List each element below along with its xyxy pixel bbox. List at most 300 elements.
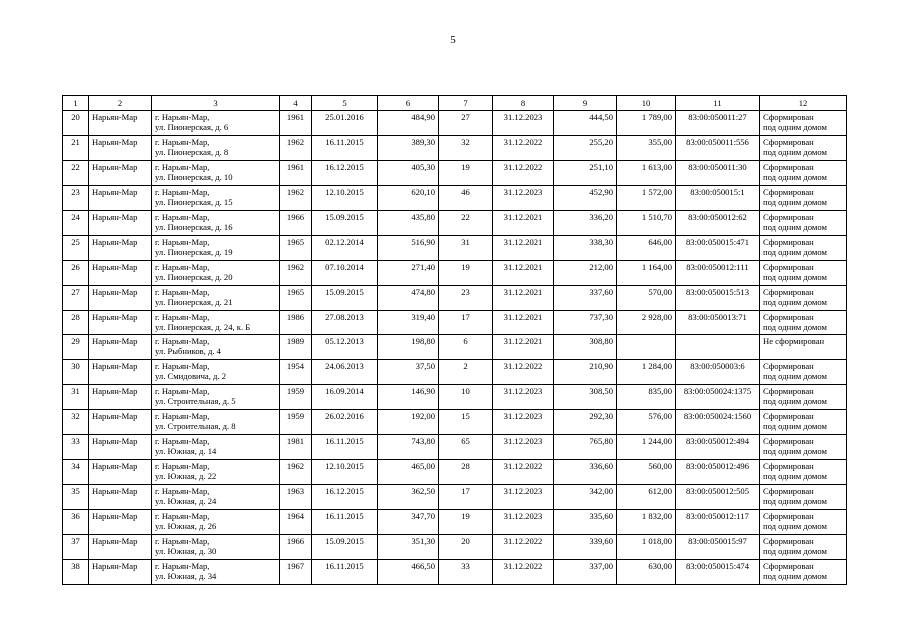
area-line-1: 620,10 bbox=[411, 186, 435, 197]
area-line-1: 516,90 bbox=[411, 236, 435, 247]
cadastral-number-line-1: 83:00:050013:71 bbox=[688, 311, 747, 322]
cell-land-status bbox=[760, 310, 847, 335]
page-number: 5 bbox=[450, 34, 456, 46]
cadastral-number-line-1: 83:00:050012:62 bbox=[688, 211, 747, 222]
build-year-line-1: 1963 bbox=[286, 486, 305, 497]
cell-area bbox=[378, 135, 439, 160]
cell-row-number bbox=[63, 335, 89, 360]
cell-living-area bbox=[554, 135, 617, 160]
cell-address bbox=[152, 385, 280, 410]
cell-survey-date bbox=[312, 335, 378, 360]
address-line-2: ул. Пионерская, д. 10 bbox=[155, 171, 233, 182]
cell-living-area bbox=[554, 185, 617, 210]
address-line-2: ул. Пионерская, д. 21 bbox=[155, 296, 233, 307]
build-year-line-1: 1966 bbox=[286, 535, 305, 546]
land-area-line-1: 1 244,00 bbox=[641, 436, 672, 447]
cadastral-number-line-1: 83:00:050012:117 bbox=[686, 511, 749, 521]
cell-build-year bbox=[280, 185, 312, 210]
cell-land-area bbox=[617, 385, 676, 410]
cell-area bbox=[378, 335, 439, 360]
cell-build-year bbox=[280, 559, 312, 584]
address-line-1: г. Нарьян-Мар, bbox=[155, 411, 210, 422]
cell-settlement bbox=[89, 559, 152, 584]
cell-living-area bbox=[554, 160, 617, 185]
survey-date-line-1: 16.11.2015 bbox=[325, 560, 364, 571]
settlement-line-1: Нарьян-Мар bbox=[92, 136, 138, 147]
cell-build-year bbox=[280, 285, 312, 310]
cell-build-year bbox=[280, 335, 312, 360]
cell-survey-date bbox=[312, 285, 378, 310]
living-area-line-1: 765,80 bbox=[589, 436, 613, 447]
cell-resettlement-deadline bbox=[493, 335, 554, 360]
cell-cadastral-number bbox=[676, 360, 760, 385]
resettlement-deadline-line-1: 31.12.2021 bbox=[503, 211, 543, 222]
land-area-line-1: 835,00 bbox=[648, 386, 672, 397]
cell-settlement bbox=[89, 460, 152, 485]
address-line-2: ул. Пионерская, д. 8 bbox=[155, 146, 229, 157]
row-number-line-1: 21 bbox=[71, 136, 80, 147]
cell-residents bbox=[439, 210, 493, 235]
living-area-line-1: 292,30 bbox=[589, 411, 613, 422]
cell-address bbox=[152, 410, 280, 435]
table-row bbox=[63, 559, 847, 584]
cell-area bbox=[378, 310, 439, 335]
address-line-1: г. Нарьян-Мар, bbox=[155, 286, 210, 297]
address-line-1: г. Нарьян-Мар, bbox=[155, 311, 210, 322]
row-number-line-1: 34 bbox=[71, 461, 80, 472]
cell-row-number bbox=[63, 135, 89, 160]
land-area-line-1: 646,00 bbox=[648, 236, 672, 247]
resettlement-deadline-line-1: 31.12.2022 bbox=[503, 361, 543, 372]
cell-land-status bbox=[760, 435, 847, 460]
cell-living-area bbox=[554, 410, 617, 435]
cell-survey-date bbox=[312, 435, 378, 460]
cell-residents bbox=[439, 385, 493, 410]
residents-line-1: 15 bbox=[461, 411, 470, 422]
cell-settlement bbox=[89, 111, 152, 136]
cell-address bbox=[152, 285, 280, 310]
build-year-line-1: 1966 bbox=[286, 211, 305, 222]
cell-settlement bbox=[89, 135, 152, 160]
area-line-1: 484,90 bbox=[411, 112, 435, 122]
cell-address bbox=[152, 335, 280, 360]
cadastral-number-line-1: 83:00:050012:496 bbox=[685, 461, 750, 472]
land-area-line-1: 1 789,00 bbox=[641, 112, 672, 122]
address-line-2: ул. Смидовича, д. 2 bbox=[155, 371, 226, 382]
cell-land-area bbox=[617, 360, 676, 385]
address-line-1: г. Нарьян-Мар, bbox=[155, 136, 210, 147]
cell-survey-date bbox=[312, 160, 378, 185]
settlement-line-1: Нарьян-Мар bbox=[92, 361, 138, 372]
cadastral-number-line-1: 83:00:050024:1375 bbox=[683, 386, 752, 397]
settlement-line-1: Нарьян-Мар bbox=[92, 560, 138, 571]
build-year-line-1: 1962 bbox=[286, 261, 305, 272]
survey-date-line-1: 25.01.2016 bbox=[325, 112, 364, 122]
land-status-line-2: под одним домом bbox=[763, 296, 827, 307]
cadastral-number-line-1: 83:00:050011:30 bbox=[688, 161, 747, 172]
row-number-line-1: 25 bbox=[71, 236, 80, 247]
cell-address bbox=[152, 460, 280, 485]
address-line-2: ул. Южная, д. 14 bbox=[155, 446, 217, 457]
cell-residents bbox=[439, 410, 493, 435]
land-status-line-2: под одним домом bbox=[763, 122, 827, 132]
cell-area bbox=[378, 559, 439, 584]
table-row bbox=[63, 485, 847, 510]
area-line-1: 192,00 bbox=[411, 411, 435, 422]
address-line-1: г. Нарьян-Мар, bbox=[155, 361, 210, 372]
resettlement-deadline-line-1: 31.12.2023 bbox=[503, 386, 543, 397]
land-status-line-2: под одним домом bbox=[763, 446, 827, 457]
cell-settlement bbox=[89, 185, 152, 210]
area-line-1: 389,30 bbox=[411, 136, 435, 147]
address-line-1: г. Нарьян-Мар, bbox=[155, 436, 210, 447]
cell-settlement bbox=[89, 235, 152, 260]
land-status-line-2: под одним домом bbox=[763, 496, 827, 507]
survey-date-line-1: 24.06.2013 bbox=[325, 361, 364, 372]
cell-land-area bbox=[617, 435, 676, 460]
build-year-line-1: 1981 bbox=[286, 436, 305, 447]
build-year-line-1: 1989 bbox=[286, 336, 305, 347]
cell-residents bbox=[439, 235, 493, 260]
address-line-2: ул. Южная, д. 34 bbox=[155, 570, 217, 581]
area-line-1: 435,80 bbox=[411, 211, 435, 222]
cell-land-status bbox=[760, 160, 847, 185]
resettlement-deadline-line-1: 31.12.2022 bbox=[503, 136, 543, 147]
cell-living-area bbox=[554, 285, 617, 310]
cell-cadastral-number bbox=[676, 260, 760, 285]
column-header-8: 8 bbox=[493, 96, 554, 111]
cell-row-number bbox=[63, 185, 89, 210]
address-line-1: г. Нарьян-Мар, bbox=[155, 112, 210, 122]
land-status-line-2: под одним домом bbox=[763, 246, 827, 257]
resettlement-deadline-line-1: 31.12.2021 bbox=[503, 311, 543, 322]
cell-settlement bbox=[89, 534, 152, 559]
table-row bbox=[63, 160, 847, 185]
cell-survey-date bbox=[312, 310, 378, 335]
cell-resettlement-deadline bbox=[493, 435, 554, 460]
table-row bbox=[63, 460, 847, 485]
resettlement-deadline-line-1: 31.12.2023 bbox=[503, 436, 543, 447]
resettlement-deadline-line-1: 31.12.2023 bbox=[503, 112, 543, 122]
address-line-2: ул. Южная, д. 30 bbox=[155, 545, 217, 556]
cell-residents bbox=[439, 285, 493, 310]
cell-land-status bbox=[760, 460, 847, 485]
cell-residents bbox=[439, 335, 493, 360]
cell-land-area bbox=[617, 335, 676, 360]
row-number-line-1: 35 bbox=[71, 486, 80, 497]
table-row bbox=[63, 410, 847, 435]
cell-area bbox=[378, 534, 439, 559]
cell-address bbox=[152, 510, 280, 535]
land-area-line-1: 630,00 bbox=[648, 560, 672, 571]
build-year-line-1: 1986 bbox=[286, 311, 305, 322]
cell-land-area bbox=[617, 534, 676, 559]
cell-resettlement-deadline bbox=[493, 135, 554, 160]
cell-survey-date bbox=[312, 111, 378, 136]
cell-cadastral-number bbox=[676, 460, 760, 485]
column-header-12: 12 bbox=[760, 96, 847, 111]
land-status-line-2: под одним домом bbox=[763, 545, 827, 556]
cell-cadastral-number bbox=[676, 485, 760, 510]
cell-survey-date bbox=[312, 260, 378, 285]
cell-cadastral-number bbox=[676, 534, 760, 559]
settlement-line-1: Нарьян-Мар bbox=[92, 411, 138, 422]
land-status-line-2: под одним домом bbox=[763, 396, 827, 407]
cell-settlement bbox=[89, 435, 152, 460]
cell-land-area bbox=[617, 235, 676, 260]
row-number-line-1: 28 bbox=[71, 311, 80, 322]
cell-cadastral-number bbox=[676, 335, 760, 360]
build-year-line-1: 1959 bbox=[286, 386, 305, 397]
resettlement-deadline-line-1: 31.12.2023 bbox=[503, 511, 543, 521]
residents-line-1: 31 bbox=[461, 236, 470, 247]
settlement-line-1: Нарьян-Мар bbox=[92, 436, 138, 447]
cell-build-year bbox=[280, 235, 312, 260]
cell-survey-date bbox=[312, 210, 378, 235]
settlement-line-1: Нарьян-Мар bbox=[92, 112, 138, 122]
build-year-line-1: 1967 bbox=[286, 560, 305, 571]
resettlement-deadline-line-1: 31.12.2022 bbox=[503, 560, 543, 571]
address-line-1: г. Нарьян-Мар, bbox=[155, 236, 210, 247]
living-area-line-1: 212,00 bbox=[589, 261, 613, 272]
survey-date-line-1: 16.09.2014 bbox=[325, 386, 364, 397]
table-row bbox=[63, 435, 847, 460]
settlement-line-1: Нарьян-Мар bbox=[92, 286, 138, 297]
residents-line-1: 6 bbox=[463, 336, 468, 347]
settlement-line-1: Нарьян-Мар bbox=[92, 311, 138, 322]
cell-resettlement-deadline bbox=[493, 285, 554, 310]
row-number-line-1: 37 bbox=[71, 535, 80, 546]
resettlement-deadline-line-1: 31.12.2021 bbox=[503, 336, 543, 347]
build-year-line-1: 1961 bbox=[286, 161, 305, 172]
cell-survey-date bbox=[312, 510, 378, 535]
cell-row-number bbox=[63, 260, 89, 285]
cell-address bbox=[152, 534, 280, 559]
residents-line-1: 33 bbox=[461, 560, 470, 571]
cell-address bbox=[152, 310, 280, 335]
build-year-line-1: 1962 bbox=[286, 186, 305, 197]
cadastral-number-line-1: 83:00:050015:1 bbox=[690, 186, 745, 197]
residents-line-1: 19 bbox=[461, 161, 470, 172]
area-line-1: 351,30 bbox=[411, 535, 435, 546]
settlement-line-1: Нарьян-Мар bbox=[92, 236, 138, 247]
area-line-1: 362,50 bbox=[411, 486, 435, 497]
residents-line-1: 46 bbox=[461, 186, 470, 197]
cell-land-status bbox=[760, 111, 847, 136]
column-header-5: 5 bbox=[312, 96, 378, 111]
cell-row-number bbox=[63, 485, 89, 510]
column-header-3: 3 bbox=[152, 96, 280, 111]
cell-area bbox=[378, 111, 439, 136]
survey-date-line-1: 16.11.2015 bbox=[325, 511, 364, 521]
cell-row-number bbox=[63, 285, 89, 310]
address-line-1: г. Нарьян-Мар, bbox=[155, 560, 210, 571]
cell-land-area bbox=[617, 510, 676, 535]
residents-line-1: 19 bbox=[461, 261, 470, 272]
build-year-line-1: 1962 bbox=[286, 136, 305, 147]
cell-build-year bbox=[280, 485, 312, 510]
settlement-line-1: Нарьян-Мар bbox=[92, 486, 138, 497]
cell-resettlement-deadline bbox=[493, 460, 554, 485]
cell-build-year bbox=[280, 310, 312, 335]
address-line-1: г. Нарьян-Мар, bbox=[155, 511, 210, 521]
cell-land-status bbox=[760, 235, 847, 260]
land-status-line-1: Не сформирован bbox=[763, 336, 825, 347]
cell-resettlement-deadline bbox=[493, 485, 554, 510]
land-area-line-1: 1 572,00 bbox=[641, 186, 672, 197]
cell-settlement bbox=[89, 285, 152, 310]
row-number-line-1: 38 bbox=[71, 560, 80, 571]
cell-residents bbox=[439, 111, 493, 136]
cell-cadastral-number bbox=[676, 210, 760, 235]
column-header-9: 9 bbox=[554, 96, 617, 111]
address-line-2: ул. Пионерская, д. 24, к. Б bbox=[155, 321, 251, 332]
survey-date-line-1: 12.10.2015 bbox=[325, 461, 364, 472]
cell-residents bbox=[439, 435, 493, 460]
table-row bbox=[63, 185, 847, 210]
survey-date-line-1: 15.09.2015 bbox=[325, 211, 364, 222]
cell-land-status bbox=[760, 210, 847, 235]
settlement-line-1: Нарьян-Мар bbox=[92, 186, 138, 197]
settlement-line-1: Нарьян-Мар bbox=[92, 461, 138, 472]
address-line-1: г. Нарьян-Мар, bbox=[155, 186, 210, 197]
area-line-1: 405,30 bbox=[411, 161, 435, 172]
living-area-line-1: 444,50 bbox=[589, 112, 613, 122]
cadastral-number-line-1: 83:00:050024:1560 bbox=[683, 411, 752, 422]
area-line-1: 465,00 bbox=[411, 461, 435, 472]
living-area-line-1: 337,60 bbox=[589, 286, 613, 297]
cell-land-area bbox=[617, 260, 676, 285]
cell-land-area bbox=[617, 485, 676, 510]
column-header-7: 7 bbox=[439, 96, 493, 111]
living-area-line-1: 308,50 bbox=[589, 386, 613, 397]
cell-residents bbox=[439, 559, 493, 584]
resettlement-deadline-line-1: 31.12.2022 bbox=[503, 461, 543, 472]
cell-land-status bbox=[760, 559, 847, 584]
cell-resettlement-deadline bbox=[493, 310, 554, 335]
area-line-1: 743,80 bbox=[411, 436, 435, 447]
settlement-line-1: Нарьян-Мар bbox=[92, 535, 138, 546]
survey-date-line-1: 16.11.2015 bbox=[325, 136, 364, 147]
cell-land-status bbox=[760, 285, 847, 310]
resettlement-deadline-line-1: 31.12.2021 bbox=[503, 236, 543, 247]
table-row bbox=[63, 135, 847, 160]
cell-survey-date bbox=[312, 559, 378, 584]
cell-settlement bbox=[89, 160, 152, 185]
cell-address bbox=[152, 185, 280, 210]
cell-residents bbox=[439, 310, 493, 335]
cell-cadastral-number bbox=[676, 435, 760, 460]
land-area-line-1: 355,00 bbox=[648, 136, 672, 147]
row-number-line-1: 26 bbox=[71, 261, 80, 272]
cell-residents bbox=[439, 510, 493, 535]
cell-build-year bbox=[280, 410, 312, 435]
cell-row-number bbox=[63, 534, 89, 559]
resettlement-deadline-line-1: 31.12.2022 bbox=[503, 161, 543, 172]
resettlement-deadline-line-1: 31.12.2021 bbox=[503, 261, 543, 272]
cell-cadastral-number bbox=[676, 385, 760, 410]
cell-resettlement-deadline bbox=[493, 235, 554, 260]
living-area-line-1: 255,20 bbox=[589, 136, 613, 147]
cadastral-number-line-1: 83:00:050003:6 bbox=[690, 361, 745, 372]
table-row bbox=[63, 285, 847, 310]
table-row bbox=[63, 335, 847, 360]
cell-row-number bbox=[63, 210, 89, 235]
cell-area bbox=[378, 485, 439, 510]
cell-survey-date bbox=[312, 485, 378, 510]
cell-address bbox=[152, 235, 280, 260]
land-status-line-1: Сформирован bbox=[763, 236, 814, 247]
cell-land-area bbox=[617, 160, 676, 185]
cell-resettlement-deadline bbox=[493, 510, 554, 535]
cell-cadastral-number bbox=[676, 160, 760, 185]
cell-resettlement-deadline bbox=[493, 385, 554, 410]
row-number-line-1: 31 bbox=[71, 386, 80, 397]
cell-land-area bbox=[617, 310, 676, 335]
cell-resettlement-deadline bbox=[493, 260, 554, 285]
cell-cadastral-number bbox=[676, 111, 760, 136]
cell-land-area bbox=[617, 559, 676, 584]
cell-area bbox=[378, 460, 439, 485]
cell-living-area bbox=[554, 385, 617, 410]
land-status-line-2: под одним домом bbox=[763, 171, 827, 182]
table-row bbox=[63, 235, 847, 260]
cell-living-area bbox=[554, 335, 617, 360]
cell-residents bbox=[439, 185, 493, 210]
column-header-11: 11 bbox=[676, 96, 760, 111]
cell-land-area bbox=[617, 210, 676, 235]
cadastral-number-line-1: 83:00:050015:513 bbox=[685, 286, 750, 297]
land-area-line-1: 1 164,00 bbox=[641, 261, 672, 272]
settlement-line-1: Нарьян-Мар bbox=[92, 261, 138, 272]
survey-date-line-1: 15.09.2015 bbox=[325, 286, 364, 297]
residents-line-1: 2 bbox=[463, 361, 468, 372]
cell-build-year bbox=[280, 435, 312, 460]
survey-date-line-1: 05.12.2013 bbox=[325, 336, 364, 347]
table-row bbox=[63, 534, 847, 559]
cell-address bbox=[152, 559, 280, 584]
cell-area bbox=[378, 435, 439, 460]
residents-line-1: 32 bbox=[461, 136, 470, 147]
land-area-line-1: 1 284,00 bbox=[641, 361, 672, 372]
cell-resettlement-deadline bbox=[493, 111, 554, 136]
living-area-line-1: 737,30 bbox=[589, 311, 613, 322]
cell-land-status bbox=[760, 335, 847, 360]
cadastral-number-line-1: 83:00:050011:556 bbox=[686, 136, 749, 147]
cell-address bbox=[152, 160, 280, 185]
build-year-line-1: 1962 bbox=[286, 461, 305, 472]
cell-row-number bbox=[63, 559, 89, 584]
cell-living-area bbox=[554, 435, 617, 460]
cell-settlement bbox=[89, 260, 152, 285]
cell-residents bbox=[439, 460, 493, 485]
row-number-line-1: 36 bbox=[71, 511, 80, 521]
row-number-line-1: 29 bbox=[71, 336, 80, 347]
land-area-line-1: 560,00 bbox=[648, 461, 672, 472]
land-status-line-1: Сформирован bbox=[763, 511, 814, 521]
land-status-line-2: под одним домом bbox=[763, 570, 827, 581]
residents-line-1: 65 bbox=[461, 436, 470, 447]
row-number-line-1: 24 bbox=[71, 211, 80, 222]
build-year-line-1: 1965 bbox=[286, 286, 305, 297]
land-status-line-1: Сформирован bbox=[763, 436, 814, 447]
cell-build-year bbox=[280, 111, 312, 136]
cell-build-year bbox=[280, 385, 312, 410]
cell-survey-date bbox=[312, 185, 378, 210]
settlement-line-1: Нарьян-Мар bbox=[92, 161, 138, 172]
cell-row-number bbox=[63, 385, 89, 410]
survey-date-line-1: 15.09.2015 bbox=[325, 535, 364, 546]
